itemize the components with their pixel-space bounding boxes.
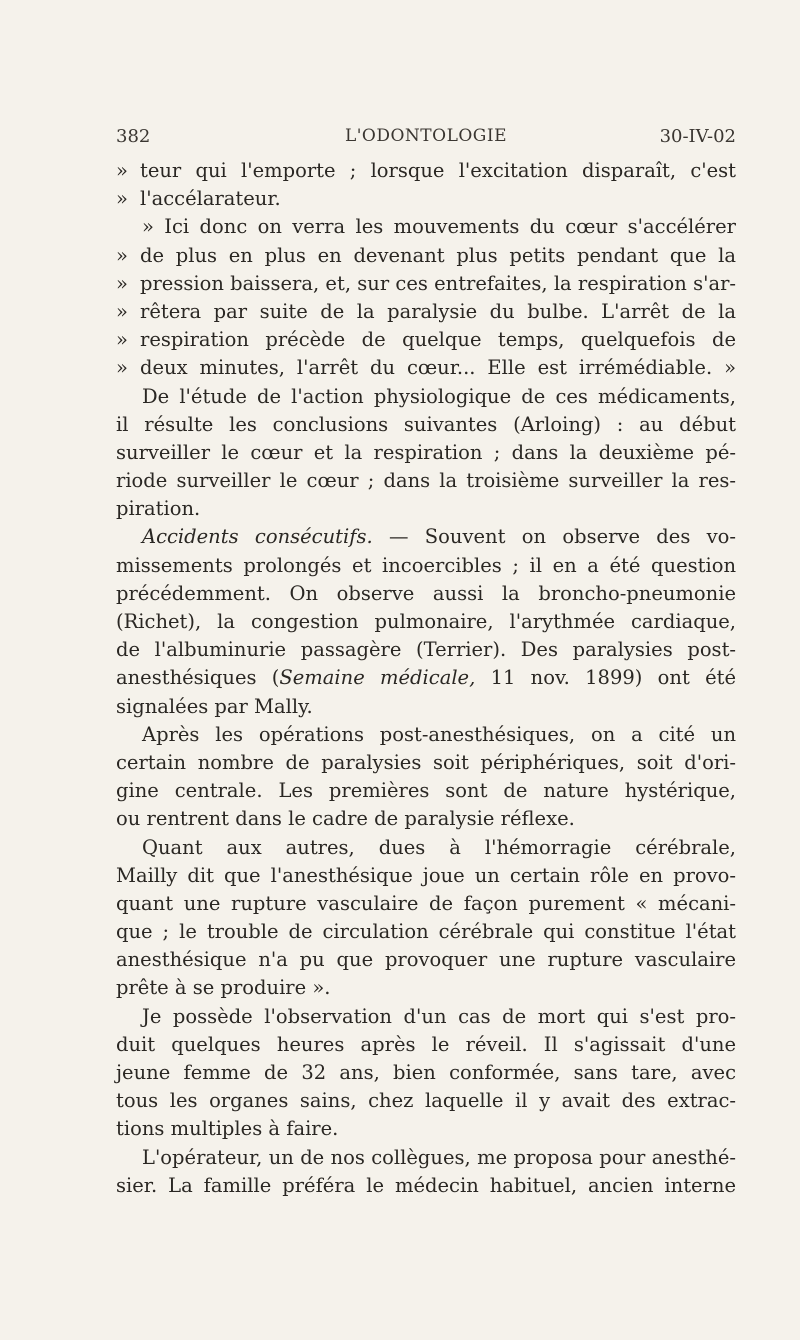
page-number: 382 <box>116 126 151 147</box>
text-line: » l'accélarateur. <box>116 187 281 211</box>
text-line: » deux minutes, l'arrêt du cœur... Elle est irrémédiable. » <box>116 356 736 380</box>
text-line: » de plus en plus en devenant plus petits pendant que la <box>116 243 736 267</box>
text-line: tions multiples à faire. <box>116 1117 339 1141</box>
text-line: gine centrale. Les premières sont de nature hystérique, <box>116 779 736 803</box>
text-line: anesthésique n'a pu que provoquer une rupture vasculaire <box>116 948 736 972</box>
cited-journal: Semaine médicale, <box>279 666 476 690</box>
text-line: duit quelques heures après le réveil. Il s'agissait d'une <box>116 1032 736 1056</box>
text-line: prête à se produire ». <box>116 976 331 1000</box>
section-heading-italic: Accidents consécutifs. <box>142 525 373 549</box>
journal-title: L'ODONTOLOGIE <box>344 126 508 146</box>
text-line: » teur qui l'emporte ; lorsque l'excitation disparaît, c'est <box>116 159 736 182</box>
issue-date: 30-IV-02 <box>659 126 736 147</box>
text-line: » respiration précède de quelque temps, quelquefois de <box>116 328 736 352</box>
text-line: » pression baissera, et, sur ces entrefaites, la respiration s'ar- <box>116 271 736 295</box>
text-line: sier. La famille préféra le médecin habituel, ancien interne <box>116 1173 736 1197</box>
text-line: de l'albuminurie passagère (Terrier). Des paralysies post- <box>116 638 736 662</box>
text-line: riode surveiller le cœur ; dans la troisième surveiller la res- <box>116 469 736 493</box>
text-line: piration. <box>116 497 201 521</box>
text-line: Quant aux autres, dues à l'hémorragie cérébrale, <box>142 835 736 859</box>
text-line: (Richet), la congestion pulmonaire, l'arythmée cardiaque, <box>116 610 736 633</box>
text-line: précédemment. On observe aussi la broncho-pneumonie <box>116 581 736 605</box>
running-header <box>116 126 736 150</box>
text-line: L'opérateur, un de nos collègues, me proposa pour anesthé- <box>142 1145 736 1169</box>
text-line: Mailly dit que l'anesthésique joue un certain rôle en provo- <box>116 863 736 887</box>
text-line: Après les opérations post-anesthésiques, on a cité un <box>142 722 736 746</box>
body-text <box>116 157 736 1200</box>
text-line: » Ici donc on verra les mouvements du cœur s'accélérer <box>142 215 736 239</box>
text-line: ou rentrent dans le cadre de paralysie réflexe. <box>116 807 575 831</box>
text-line: anesthésiques (Semaine médicale, 11 nov. 1899) ont été <box>116 666 736 690</box>
text-line: Je possède l'observation d'un cas de mort qui s'est pro- <box>142 1004 736 1028</box>
text-line: quant une rupture vasculaire de façon purement « mécani- <box>116 891 736 915</box>
text-line: il résulte les conclusions suivantes (Arloing) : au début <box>116 412 736 436</box>
text-line: surveiller le cœur et la respiration ; dans la deuxième pé- <box>116 440 736 464</box>
text-line: Accidents consécutifs. — Souvent on observe des vo- <box>142 525 736 549</box>
text-line: que ; le trouble de circulation cérébrale qui constitue l'état <box>116 920 736 944</box>
text-line: tous les organes sains, chez laquelle il y avait des extrac- <box>116 1089 736 1113</box>
text-line: signalées par Mally. <box>116 694 313 718</box>
text-line: certain nombre de paralysies soit périphériques, soit d'ori- <box>116 750 736 774</box>
text-line: missements prolongés et incoercibles ; il en a été question <box>116 553 736 577</box>
text-line: jeune femme de 32 ans, bien conformée, sans tare, avec <box>116 1061 736 1084</box>
text-line: De l'étude de l'action physiologique de ces médicaments, <box>142 384 736 408</box>
text-line: » rêtera par suite de la paralysie du bulbe. L'arrêt de la <box>116 299 736 323</box>
